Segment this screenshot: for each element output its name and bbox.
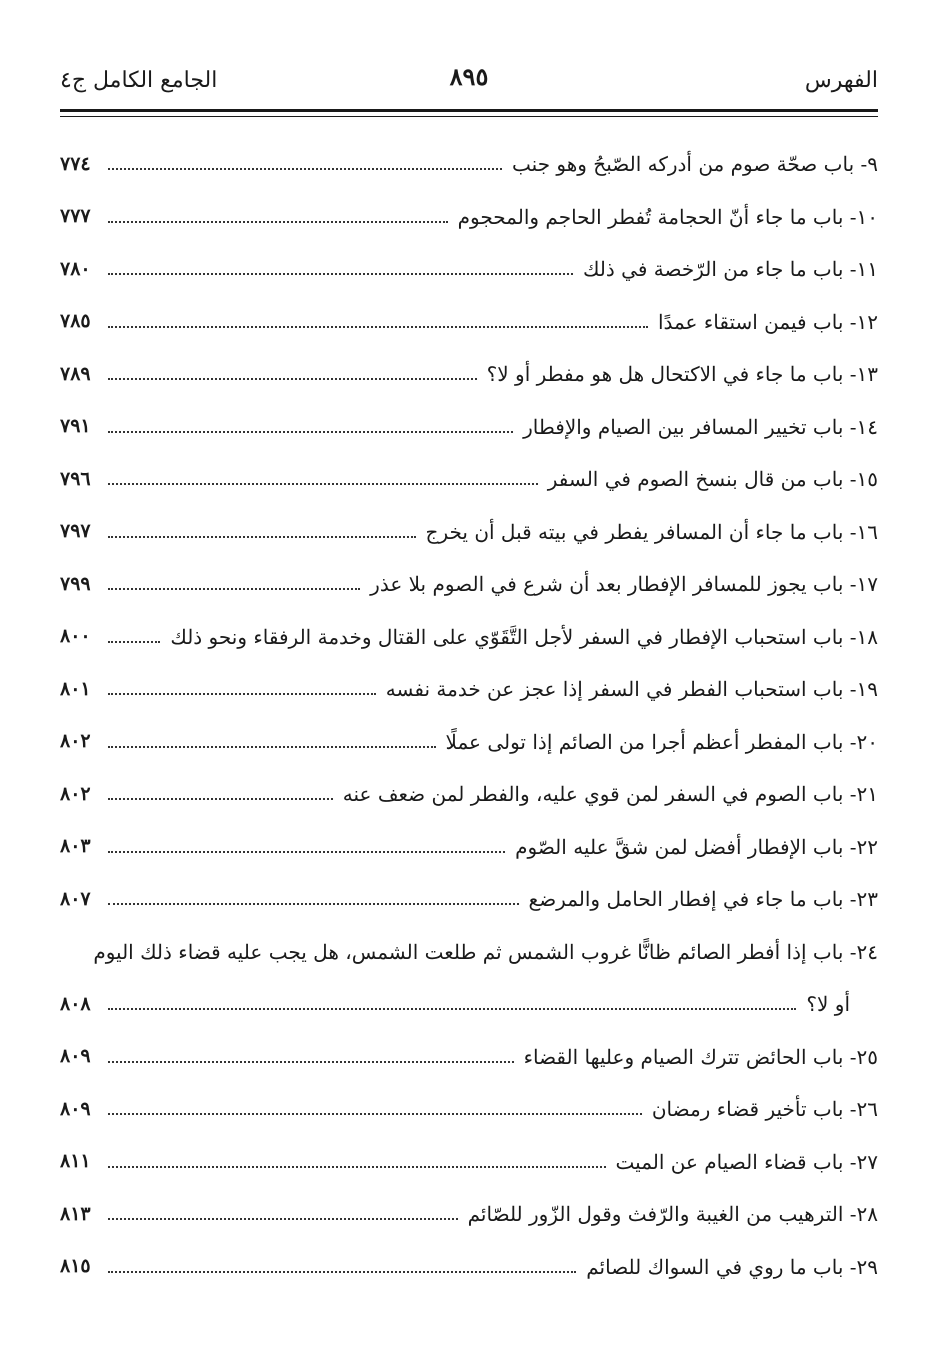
toc-entry-page: ٧٨٩ xyxy=(60,362,91,385)
dot-leader xyxy=(108,1218,458,1220)
header-rule-thick xyxy=(60,109,878,112)
toc-entry-title: ١٩- باب استحباب الفطر في السفر إذا عجز عن خدمة نفسه xyxy=(385,677,878,702)
toc-entry-page: ٧٨٥ xyxy=(60,310,91,333)
toc-entry xyxy=(60,453,878,506)
toc-entry xyxy=(60,506,878,559)
toc-entry xyxy=(60,1136,878,1189)
dot-leader xyxy=(108,693,376,695)
toc-entry-title: ٢٥- باب الحائض تترك الصيام وعليها القضاء xyxy=(523,1044,878,1069)
dot-leader xyxy=(108,798,333,800)
book-title: الجامع الكامل ج٤ xyxy=(60,68,218,93)
dot-leader xyxy=(108,1271,576,1273)
toc-entry-page: ٧٩٧ xyxy=(60,520,91,543)
toc-entry-page: ٨٠٧ xyxy=(60,887,91,910)
toc-entry-title: ٢٩- باب ما روي في السواك للصائم xyxy=(586,1254,878,1279)
toc-entry-page: ٨٠٢ xyxy=(60,782,91,805)
dot-leader xyxy=(108,1061,514,1063)
toc-entry xyxy=(60,768,878,821)
toc-entry-title: ١٦- باب ما جاء أن المسافر يفطر في بيته قبل أن يخرج xyxy=(425,519,878,544)
dot-leader xyxy=(108,273,573,275)
toc-entry-page: ٧٩٦ xyxy=(60,467,91,490)
toc-entry-title: ١٤- باب تخيير المسافر بين الصيام والإفطار xyxy=(523,414,878,439)
page-number: ٨٩٥ xyxy=(449,62,489,91)
toc-entry-page: ٨٠٠ xyxy=(60,625,91,648)
toc-entry-title: ٢٧- باب قضاء الصيام عن الميت xyxy=(615,1149,878,1174)
toc-entry-title: ٢٠- باب المفطر أعظم أجرا من الصائم إذا تولى عملًا xyxy=(445,729,878,754)
toc-entry xyxy=(60,611,878,664)
toc-entry-page: ٨١١ xyxy=(60,1150,91,1173)
dot-leader xyxy=(108,221,448,223)
toc-entry xyxy=(60,926,878,979)
header-rule-thin xyxy=(60,116,878,117)
toc-entry xyxy=(60,348,878,401)
toc-entry-page: ٨٠١ xyxy=(60,677,91,700)
toc-entry xyxy=(60,1083,878,1136)
toc-entry-title: ١٧- باب يجوز للمسافر الإفطار بعد أن شرع في الصوم بلا عذر xyxy=(370,572,878,597)
toc-entry-page: ٨٠٢ xyxy=(60,730,91,753)
toc-entry xyxy=(60,1241,878,1294)
toc-entry-page: ٨٠٩ xyxy=(60,1097,91,1120)
dot-leader xyxy=(108,431,513,433)
toc-entry-page: ٨٠٣ xyxy=(60,835,91,858)
dot-leader xyxy=(108,851,505,853)
toc-entry-title: ١٣- باب ما جاء في الاكتحال هل هو مفطر أو لا؟ xyxy=(486,362,878,387)
toc-entry-page: ٧٧٤ xyxy=(60,152,91,175)
dot-leader xyxy=(108,1008,796,1010)
toc-entry-title: ٢٤- باب إذا أفطر الصائم ظانًّا غروب الشمس ثم طلعت الشمس، هل يجب عليه قضاء ذلك اليوم xyxy=(93,939,878,964)
section-title: الفهرس xyxy=(804,68,878,93)
toc-entry-page: ٧٨٠ xyxy=(60,257,91,280)
dot-leader xyxy=(108,746,436,748)
toc-entry xyxy=(60,401,878,454)
toc-entry-title: ٩- باب صحّة صوم من أدركه الصّبحُ وهو جنب xyxy=(512,152,878,177)
toc-entry-title: ١٠- باب ما جاء أنّ الحجامة تُفطر الحاجم والمحجوم xyxy=(457,204,878,229)
toc-entry xyxy=(60,873,878,926)
toc-entry xyxy=(60,1031,878,1084)
page-header xyxy=(60,62,878,102)
dot-leader xyxy=(108,588,360,590)
toc-entry xyxy=(60,821,878,874)
toc-entry-page: ٨١٣ xyxy=(60,1202,91,1225)
dot-leader xyxy=(108,326,648,328)
toc-entry-page: ٨١٥ xyxy=(60,1255,91,1278)
toc-entry-title: ٢٨- الترهيب من الغيبة والرّفث وقول الزّور للصّائم xyxy=(467,1202,878,1227)
toc-entry xyxy=(60,296,878,349)
toc-entry-title: ٢٢- باب الإفطار أفضل لمن شقَّ عليه الصّوم xyxy=(515,834,878,859)
toc-entry-page: ٨٠٩ xyxy=(60,1045,91,1068)
dot-leader xyxy=(108,168,502,170)
toc-entry xyxy=(60,138,878,191)
toc-entry xyxy=(60,191,878,244)
toc-entry xyxy=(60,558,878,611)
toc-entry-title: ١٨- باب استحباب الإفطار في السفر لأجل التَّقَوّي على القتال وخدمة الرفقاء ونحو ذلك xyxy=(170,624,878,649)
dot-leader xyxy=(108,378,477,380)
dot-leader xyxy=(108,483,538,485)
toc-entry-title-continuation: أو لا؟ xyxy=(806,992,850,1017)
toc-entry-page: ٧٩١ xyxy=(60,415,91,438)
dot-leader xyxy=(108,903,519,905)
toc-entry xyxy=(60,1188,878,1241)
dot-leader xyxy=(108,536,416,538)
toc-entry-title: ٢١- باب الصوم في السفر لمن قوي عليه، والفطر لمن ضعف عنه xyxy=(342,782,878,807)
toc-entry-page: ٨٠٨ xyxy=(60,992,91,1015)
toc-entry-page: ٧٩٩ xyxy=(60,572,91,595)
toc-entry-title: ٢٦- باب تأخير قضاء رمضان xyxy=(651,1097,878,1122)
dot-leader xyxy=(108,1166,606,1168)
toc-entry-title: ١١- باب ما جاء من الرّخصة في ذلك xyxy=(582,257,878,282)
toc-entry-continuation xyxy=(60,978,878,1031)
toc-entry xyxy=(60,243,878,296)
dot-leader xyxy=(108,1113,642,1115)
toc-entry-title: ١٢- باب فيمن استقاء عمدًا xyxy=(657,309,878,334)
toc-entry-title: ١٥- باب من قال بنسخ الصوم في السفر xyxy=(547,467,878,492)
toc-entry-page: ٧٧٧ xyxy=(60,205,91,228)
toc-entry-title: ٢٣- باب ما جاء في إفطار الحامل والمرضع xyxy=(528,887,878,912)
table-of-contents xyxy=(60,138,878,1293)
toc-entry xyxy=(60,716,878,769)
toc-entry xyxy=(60,663,878,716)
dot-leader xyxy=(108,641,160,643)
